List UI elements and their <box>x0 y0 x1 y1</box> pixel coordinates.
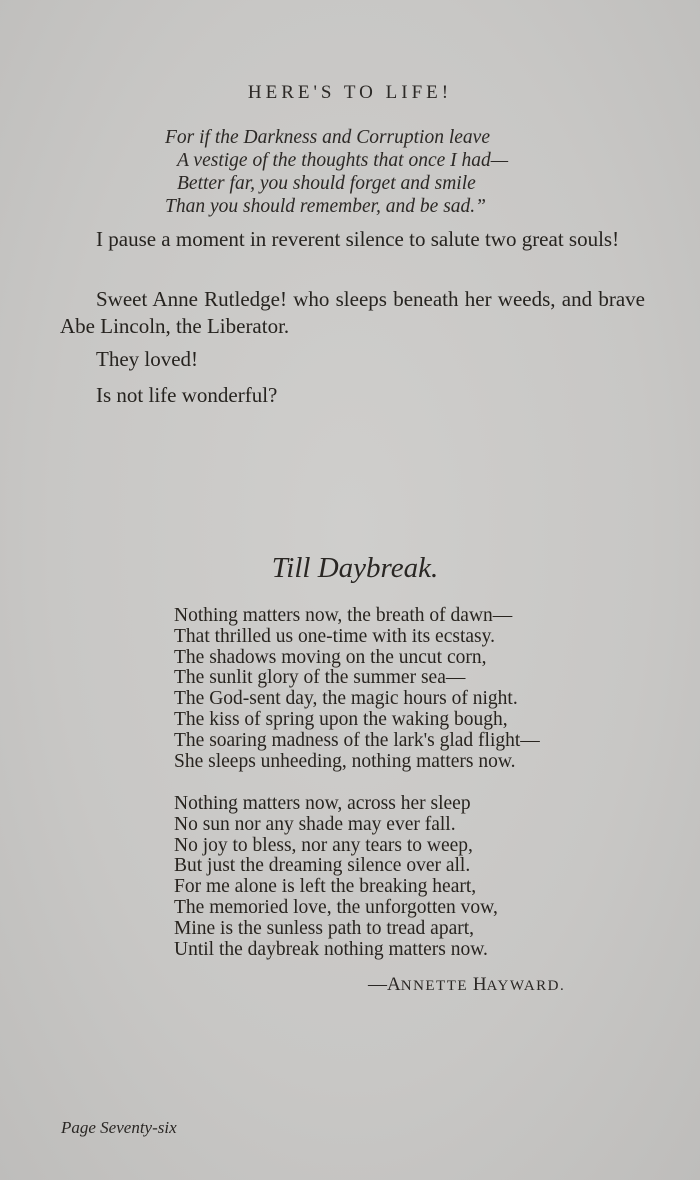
attribution-last-initial: H <box>472 974 487 995</box>
poem-stanza-2 <box>174 794 498 960</box>
intro-poem-line: Better far, you should forget and smile <box>177 173 476 194</box>
poem-line: She sleeps unheeding, nothing matters now. <box>174 750 516 772</box>
intro-poem-line: A vestige of the thoughts that once I had— <box>177 150 509 171</box>
attribution-dash: — <box>368 974 387 995</box>
poem-line: But just the dreaming silence over all. <box>174 855 471 877</box>
intro-poem-line: For if the Darkness and Corruption leave <box>165 127 490 148</box>
poem-attribution <box>368 974 565 996</box>
poem-line: The shadows moving on the uncut corn, <box>174 646 487 668</box>
poem-line: Nothing matters now, the breath of dawn— <box>174 605 513 626</box>
attribution-first-rest: NNETTE <box>400 978 469 994</box>
poem-line: No sun nor any shade may ever fall. <box>174 813 456 835</box>
running-head: HERE'S TO LIFE! <box>247 82 453 103</box>
attribution-last-rest: AYWARD. <box>486 978 566 994</box>
prose-paragraph <box>60 346 645 373</box>
poem-line: The kiss of spring upon the waking bough, <box>174 708 508 730</box>
page-number: Page Seventy-six <box>61 1118 177 1137</box>
poem-line: Nothing matters now, across her sleep <box>174 793 471 814</box>
intro-poem-line: Than you should remember, and be sad.” <box>165 196 487 217</box>
poem-stanza-1 <box>174 606 540 772</box>
poem-line: Mine is the sunless path to tread apart, <box>174 917 475 939</box>
poem-line: That thrilled us one-time with its ecstasy. <box>174 625 495 647</box>
prose-paragraph <box>60 382 645 409</box>
poem-line: No joy to bless, nor any tears to weep, <box>174 834 473 856</box>
paragraph-text: Sweet Anne Rutledge! who sleeps beneath her weeds, and brave Abe Lincoln, the Liberator. <box>60 287 645 338</box>
poem-title: Till Daybreak. <box>271 552 439 584</box>
poem-line: The sunlit glory of the summer sea— <box>174 667 466 689</box>
prose-paragraph <box>60 226 645 253</box>
paragraph-text: Is not life wonderful? <box>96 383 278 407</box>
poem-line: The memoried love, the unforgotten vow, <box>174 896 498 918</box>
poem-line: The God-sent day, the magic hours of night. <box>174 688 518 710</box>
intro-poem-quote <box>165 126 508 218</box>
poem-line: Until the daybreak nothing matters now. <box>174 938 488 960</box>
attribution-first-initial: A <box>387 974 401 995</box>
poem-line: The soaring madness of the lark's glad flight— <box>174 729 540 751</box>
paragraph-text: I pause a moment in reverent silence to salute two great souls! <box>96 227 620 251</box>
poem-line: For me alone is left the breaking heart, <box>174 876 477 898</box>
prose-paragraph <box>60 286 645 340</box>
paragraph-text: They loved! <box>96 347 199 371</box>
